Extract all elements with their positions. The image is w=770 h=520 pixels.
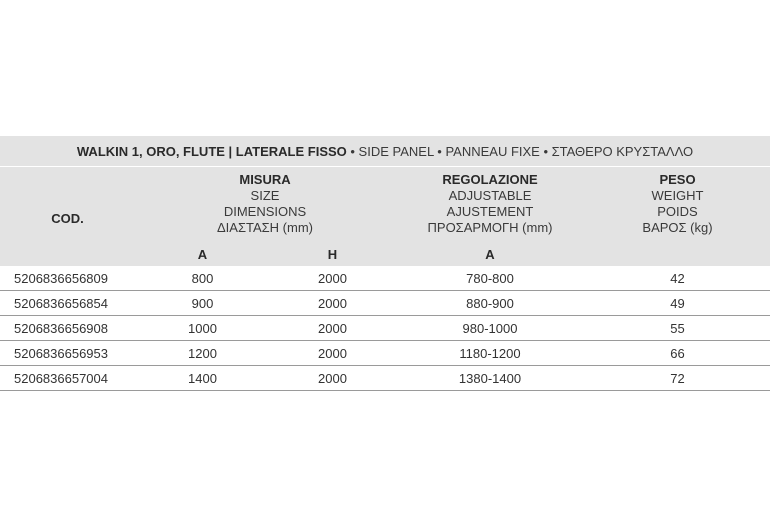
cell-code: 5206836657004	[0, 366, 135, 391]
table-row	[0, 291, 770, 316]
table-title-rest: • SIDE PANEL • PANNEAU FIXE • ΣΤΑΘΕΡΟ ΚΡΥΣΤΑΛΛΟ	[346, 143, 694, 159]
cell-h: 2000	[270, 291, 395, 316]
header-weight-l1: WEIGHT	[651, 188, 704, 203]
cell-adjust: 780-800	[395, 266, 585, 291]
header-size-l3: ΔΙΑΣΤΑΣΗ (mm)	[216, 220, 313, 235]
table-title-row	[0, 136, 770, 166]
cell-adjust: 1180-1200	[395, 341, 585, 366]
header-size-l1: SIZE	[250, 188, 280, 203]
header-adjust-title: REGOLAZIONE	[442, 172, 538, 187]
cell-adjust: 880-900	[395, 291, 585, 316]
cell-weight: 42	[585, 266, 770, 291]
header-adjust-l2: AJUSTEMENT	[446, 204, 534, 219]
cell-a: 900	[135, 291, 270, 316]
cell-h: 2000	[270, 366, 395, 391]
table-title	[0, 136, 770, 166]
cell-weight: 66	[585, 341, 770, 366]
cell-a: 800	[135, 266, 270, 291]
subheader-a: A	[135, 242, 270, 266]
table-row	[0, 366, 770, 391]
subheader-empty	[585, 242, 770, 266]
header-weight-l3: ΒΑΡΟΣ (kg)	[642, 220, 713, 235]
header-adjust-l3: ΠΡΟΣΑΡΜΟΓΗ (mm)	[427, 220, 553, 235]
product-table	[0, 136, 770, 391]
header-weight	[585, 167, 770, 242]
header-size-title: MISURA	[239, 172, 291, 187]
cell-weight: 55	[585, 316, 770, 341]
subheader-h: H	[270, 242, 395, 266]
cell-weight: 72	[585, 366, 770, 391]
cell-adjust: 980-1000	[395, 316, 585, 341]
spec-table	[0, 136, 770, 391]
header-size-l2: DIMENSIONS	[223, 204, 307, 219]
cell-adjust: 1380-1400	[395, 366, 585, 391]
table-row	[0, 316, 770, 341]
header-weight-title: PESO	[659, 172, 696, 187]
cell-code: 5206836656908	[0, 316, 135, 341]
cell-weight: 49	[585, 291, 770, 316]
header-cod: COD.	[0, 167, 135, 266]
cell-a: 1400	[135, 366, 270, 391]
subheader-adj-a: A	[395, 242, 585, 266]
cell-code: 5206836656953	[0, 341, 135, 366]
cell-a: 1000	[135, 316, 270, 341]
header-weight-l2: POIDS	[657, 204, 698, 219]
cell-h: 2000	[270, 316, 395, 341]
header-size	[135, 167, 395, 242]
table-row	[0, 341, 770, 366]
table-row	[0, 266, 770, 291]
header-adjust-l1: ADJUSTABLE	[448, 188, 532, 203]
table-title-bold: WALKIN 1, ORO, FLUTE | LATERALE FISSO	[76, 143, 347, 159]
header-row	[0, 167, 770, 242]
cell-h: 2000	[270, 266, 395, 291]
cell-code: 5206836656854	[0, 291, 135, 316]
cell-h: 2000	[270, 341, 395, 366]
cell-a: 1200	[135, 341, 270, 366]
header-adjust	[395, 167, 585, 242]
cell-code: 5206836656809	[0, 266, 135, 291]
